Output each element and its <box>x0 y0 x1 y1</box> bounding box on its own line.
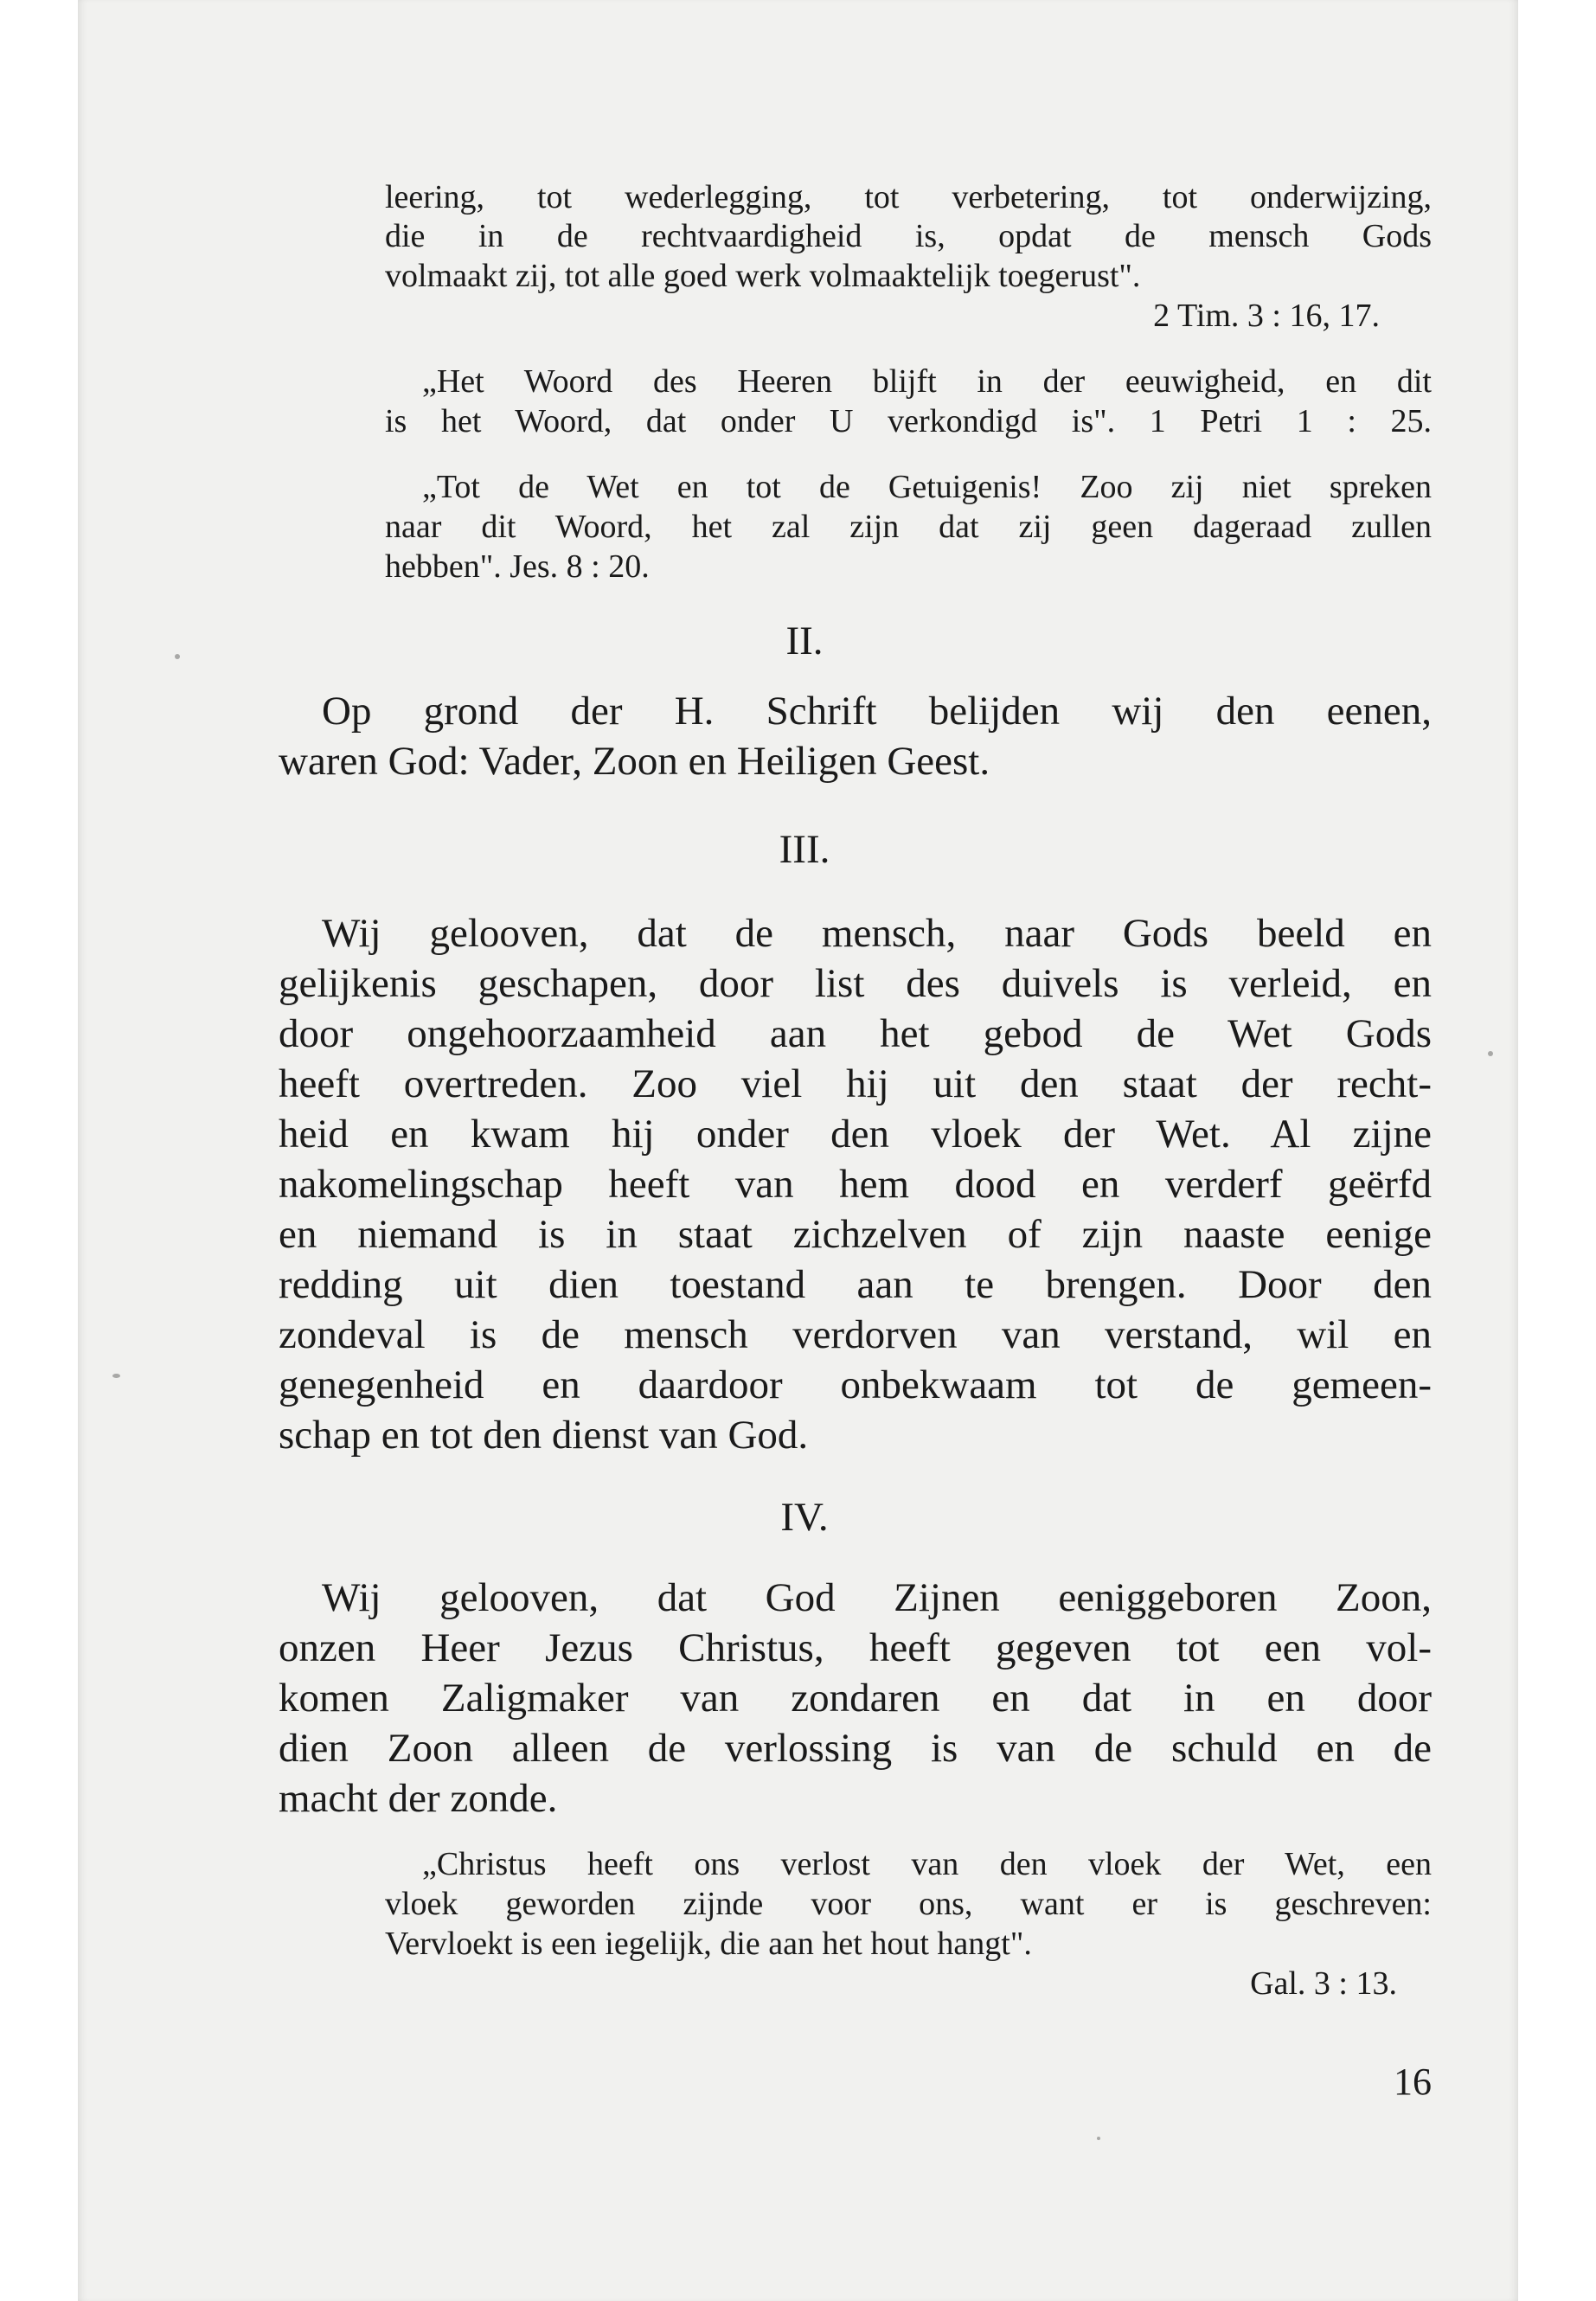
paper-speck <box>1488 1051 1493 1056</box>
scripture-reference: 2 Tim. 3 : 16, 17. <box>1153 298 1380 334</box>
article-line: waren God: Vader, Zoon en Heiligen Geest. <box>279 739 990 784</box>
quote-line: die in de rechtvaardigheid is, opdat de mensch Gods <box>385 218 1432 254</box>
article-line: zondeval is de mensch verdorven van verstand, wil en <box>279 1312 1432 1357</box>
quote-line: „Het Woord des Heeren blijft in der eeuwigheid, en dit <box>422 363 1432 400</box>
article-heading: II. <box>785 619 824 663</box>
article-line: dien Zoon alleen de verlossing is van de schuld en de <box>279 1726 1432 1771</box>
quote-line: volmaakt zij, tot alle goed werk volmaaktelijk toegerust". <box>385 258 1141 294</box>
article-heading: IV. <box>780 1495 829 1540</box>
quote-line: leering, tot wederlegging, tot verbetering, tot onderwijzing, <box>385 179 1432 215</box>
article-line: komen Zaligmaker van zondaren en dat in en door <box>279 1676 1432 1721</box>
paper-speck <box>112 1374 120 1378</box>
right-margin <box>1518 0 1596 2301</box>
article-line: nakomelingschap heeft van hem dood en verderf geërfd <box>279 1162 1432 1207</box>
article-line: en niemand is in staat zichzelven of zijn naaste eenige <box>279 1212 1432 1257</box>
article-line: heeft overtreden. Zoo viel hij uit den staat der recht- <box>279 1061 1432 1106</box>
quote-line: Vervloekt is een iegelijk, die aan het hout hangt". <box>385 1926 1032 1962</box>
article-line: heid en kwam hij onder den vloek der Wet. Al zijne <box>279 1112 1432 1157</box>
article-line: door ongehoorzaamheid aan het gebod de Wet Gods <box>279 1011 1432 1056</box>
article-line: macht der zonde. <box>279 1776 558 1821</box>
quote-line: is het Woord, dat onder U verkondigd is". 1 Petri 1 : 25. <box>385 403 1432 439</box>
quote-line: „Christus heeft ons verlost van den vloek der Wet, een <box>422 1846 1432 1882</box>
scripture-reference: Gal. 3 : 13. <box>1250 1965 1397 2002</box>
article-line: gelijkenis geschapen, door list des duivels is verleid, en <box>279 961 1432 1006</box>
paper-speck <box>175 654 180 659</box>
paper-speck <box>1097 2137 1100 2140</box>
article-line: genegenheid en daardoor onbekwaam tot de gemeen- <box>279 1362 1432 1407</box>
article-line: schap en tot den dienst van God. <box>279 1413 809 1458</box>
quote-line: naar dit Woord, het zal zijn dat zij geen dageraad zullen <box>385 509 1432 545</box>
quote-line: vloek geworden zijnde voor ons, want er is geschreven: <box>385 1886 1432 1922</box>
article-line: Wij gelooven, dat God Zijnen eeniggeboren Zoon, <box>322 1575 1432 1620</box>
page-number: 16 <box>1394 2061 1432 2103</box>
quote-line: „Tot de Wet en tot de Getuigenis! Zoo zij niet spreken <box>422 469 1432 505</box>
left-margin <box>0 0 78 2301</box>
article-heading: III. <box>779 827 830 872</box>
article-line: redding uit dien toestand aan te brengen. Door den <box>279 1262 1432 1307</box>
article-line: onzen Heer Jezus Christus, heeft gegeven tot een vol- <box>279 1625 1432 1670</box>
book-page <box>78 0 1518 2301</box>
article-line: Wij gelooven, dat de mensch, naar Gods beeld en <box>322 911 1432 956</box>
article-line: Op grond der H. Schrift belijden wij den eenen, <box>322 689 1432 734</box>
quote-line: hebben". Jes. 8 : 20. <box>385 548 650 585</box>
